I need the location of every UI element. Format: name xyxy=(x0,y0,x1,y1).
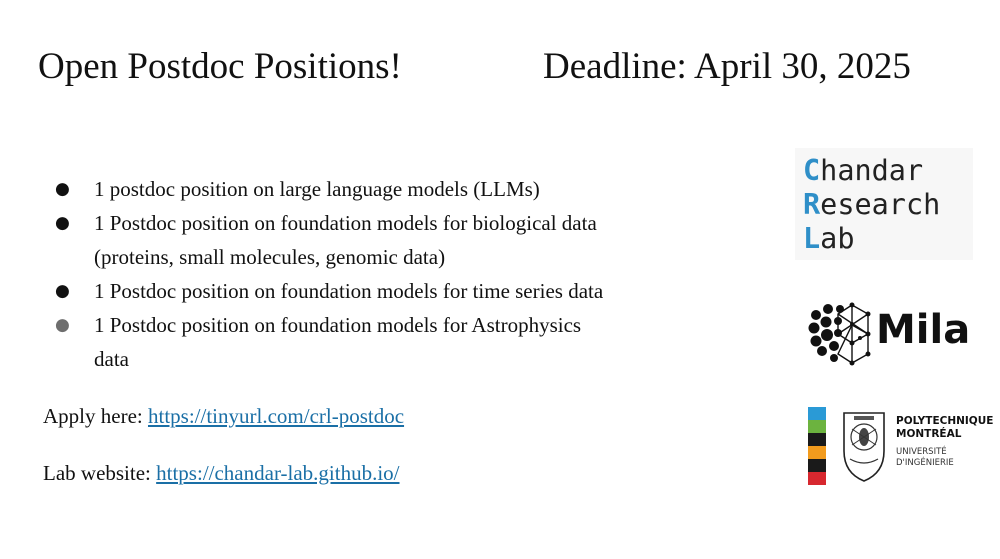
position-text-cont: data xyxy=(94,347,129,371)
position-text: 1 postdoc position on large language models (LLMs) xyxy=(94,177,540,201)
color-bars xyxy=(808,407,826,485)
slide-title: Open Postdoc Positions! xyxy=(38,46,402,87)
bullet-icon: ● xyxy=(55,213,70,233)
website-line xyxy=(43,458,400,488)
sub-line: UNIVERSITÉ xyxy=(896,447,947,457)
polytechnique-subtitle xyxy=(896,447,954,469)
website-label: Lab website: xyxy=(43,461,157,485)
crl-logo xyxy=(795,148,973,260)
logo-word: handar xyxy=(820,154,924,187)
logo-line xyxy=(803,154,973,188)
position-text: 1 Postdoc position on foundation models for time series data xyxy=(94,279,604,303)
logo-initial: L xyxy=(803,222,821,255)
bullet-icon: ● xyxy=(55,179,70,199)
logo-line xyxy=(803,188,973,222)
mila-wordmark: Mila xyxy=(876,307,971,353)
polytechnique-name xyxy=(896,415,993,441)
logo-word: ab xyxy=(820,222,855,255)
mila-logo xyxy=(808,297,971,367)
sub-line: D'INGÉNIERIE xyxy=(896,458,954,468)
name-line: MONTRÉAL xyxy=(896,428,962,440)
apply-label: Apply here: xyxy=(43,404,148,428)
polytechnique-logo xyxy=(808,407,998,487)
logo-line xyxy=(803,222,973,256)
bullet-icon: ● xyxy=(55,281,70,301)
logo-initial: C xyxy=(803,154,821,187)
list-item xyxy=(50,206,730,274)
position-text: 1 Postdoc position on foundation models for Astrophysics xyxy=(94,313,582,337)
logo-initial: R xyxy=(803,188,821,221)
list-item xyxy=(50,172,730,206)
name-line: POLYTECHNIQUE xyxy=(896,415,994,427)
bullet-icon: ● xyxy=(55,315,70,335)
position-text-cont: (proteins, small molecules, genomic data) xyxy=(94,245,446,269)
positions-list xyxy=(50,172,730,376)
deadline-text: Deadline: April 30, 2025 xyxy=(543,46,911,87)
apply-line xyxy=(43,401,404,431)
position-text: 1 Postdoc position on foundation models for biological data xyxy=(94,211,597,235)
dot-hexagon-icon xyxy=(808,301,874,367)
crest-icon xyxy=(838,407,890,485)
logo-word: esearch xyxy=(820,188,941,221)
list-item xyxy=(50,274,730,308)
website-link[interactable]: https://chandar-lab.github.io/ xyxy=(156,461,400,485)
list-item xyxy=(50,308,730,376)
apply-link[interactable]: https://tinyurl.com/crl-postdoc xyxy=(147,404,405,428)
